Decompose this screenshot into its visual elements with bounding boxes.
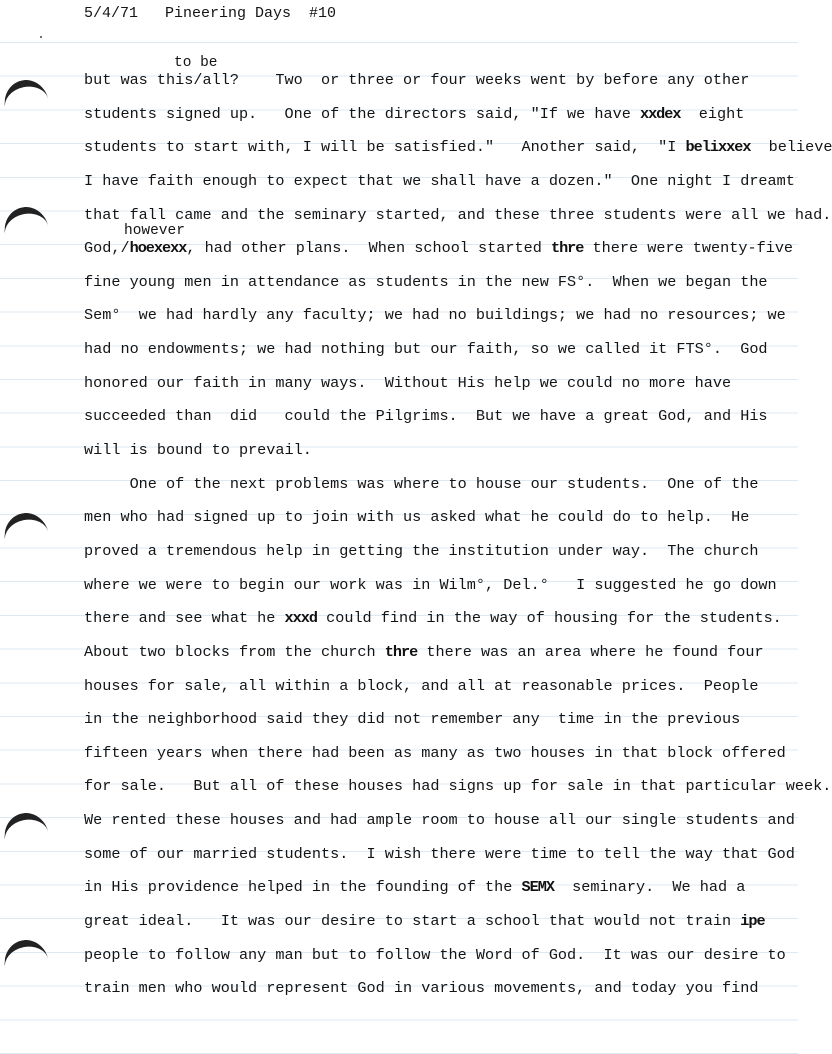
binder-hole-icon <box>0 76 52 125</box>
insertion-to-be: to be <box>174 55 218 71</box>
text-segment: seminary. We had a <box>553 878 746 897</box>
text-line <box>84 137 832 171</box>
text-line <box>84 541 784 575</box>
page-header: 5/4/71 Pineering Days #10 <box>84 5 337 22</box>
text-segment: succeeded than did could the Pilgrims. But we have a great God, and His <box>84 407 768 426</box>
text-line <box>84 776 832 810</box>
text-line <box>84 743 784 777</box>
text-segment: in His providence helped in the founding of the <box>84 878 522 897</box>
text-line <box>84 507 784 541</box>
text-segment: , had other plans. When school started <box>186 239 551 258</box>
text-line <box>84 373 784 407</box>
struck-out-text: SEMX <box>521 878 554 897</box>
text-line <box>84 709 784 743</box>
text-line <box>84 810 795 844</box>
text-segment: students to start with, I will be satisfied." Another said, "I <box>84 138 686 157</box>
text-segment: honored our faith in many ways. Without His help we could no more have <box>84 373 732 392</box>
speck <box>40 36 42 38</box>
text-line <box>84 911 784 945</box>
text-line <box>84 104 784 138</box>
text-segment: had no endowments; we had nothing but our faith, so we called it FTS°. God <box>84 340 768 359</box>
insertion-however: however <box>124 223 185 239</box>
binder-hole-icon <box>0 509 52 558</box>
text-line <box>84 978 784 1012</box>
struck-out-text: thre <box>550 239 584 258</box>
text-line <box>84 575 784 609</box>
text-segment: where we were to begin our work was in Wilm°, Del.° I suggested he go down <box>84 575 777 594</box>
text-segment: great ideal. It was our desire to start a school that would not train <box>84 912 741 931</box>
text-segment: there were twenty-five <box>583 239 794 258</box>
text-segment: will is bound to prevail. <box>84 441 312 460</box>
text-line <box>84 945 784 979</box>
text-segment: fifteen years when there had been as many as two houses in that block offered <box>84 743 786 762</box>
text-segment: there and see what he <box>84 609 285 628</box>
text-line <box>84 844 795 878</box>
text-segment: proved a tremendous help in getting the institution under way. The church <box>84 541 759 560</box>
text-segment: About two blocks from the church <box>84 642 385 661</box>
text-segment: people to follow any man but to follow the Word of God. It was our desire to <box>84 945 786 964</box>
text-line <box>84 676 784 710</box>
text-segment: Sem° we had hardly any faculty; we had no buildings; we had no resources; we <box>84 306 786 325</box>
binder-hole-icon <box>0 936 52 985</box>
text-line <box>84 272 784 306</box>
text-segment: men who had signed up to join with us asked what he could do to help. He <box>84 508 750 527</box>
text-segment: could find in the way of housing for the students. <box>316 609 782 628</box>
binder-hole-icon <box>0 203 52 252</box>
text-line <box>84 171 795 205</box>
text-line <box>84 339 784 373</box>
text-line <box>84 474 784 508</box>
struck-out-text: ipe <box>740 912 765 931</box>
text-segment: houses for sale, all within a block, and all at reasonable prices. People <box>84 676 759 695</box>
text-segment: that fall came and the seminary started, and these three students were all we had. <box>84 205 832 224</box>
text-segment: fine young men in attendance as students in the new FS°. When we began the <box>84 272 768 291</box>
text-segment: I have faith enough to expect that we shall have a dozen." One night I dreamt <box>84 171 795 190</box>
text-line <box>84 608 784 642</box>
struck-out-text: thre <box>384 642 418 661</box>
text-segment: We rented these houses and had ample room to house all our single students and <box>84 811 795 830</box>
text-segment: believe <box>750 138 832 157</box>
text-segment: students signed up. One of the directors said, "If we have <box>84 104 640 123</box>
text-segment: some of our married students. I wish there were time to tell the way that God <box>84 844 795 863</box>
text-line <box>84 70 784 104</box>
typed-body-text <box>84 70 832 1012</box>
text-segment: eight <box>680 104 745 123</box>
text-line <box>84 305 784 339</box>
struck-out-text: xxdex <box>639 104 681 123</box>
text-line <box>84 642 784 676</box>
text-segment: in the neighborhood said they did not remember any time in the previous <box>84 710 741 729</box>
text-segment: One of the next problems was where to house our students. One of the <box>84 474 759 493</box>
text-line <box>84 440 784 474</box>
text-line <box>84 877 784 911</box>
text-segment: God,/ <box>84 239 130 258</box>
text-line <box>84 406 784 440</box>
text-line <box>84 238 794 272</box>
struck-out-text: xxxd <box>284 609 317 628</box>
text-segment: for sale. But all of these houses had signs up for sale in that particular week. <box>84 777 832 796</box>
text-segment: there was an area where he found four <box>417 642 764 661</box>
text-segment: train men who would represent God in various movements, and today you find <box>84 979 759 998</box>
struck-out-text: hoexexx <box>129 239 187 258</box>
text-line <box>84 205 832 239</box>
binder-hole-icon <box>0 809 52 858</box>
struck-out-text: belixxex <box>685 138 751 157</box>
text-segment: but was this/all? Two or three or four weeks went by before any other <box>84 71 750 89</box>
